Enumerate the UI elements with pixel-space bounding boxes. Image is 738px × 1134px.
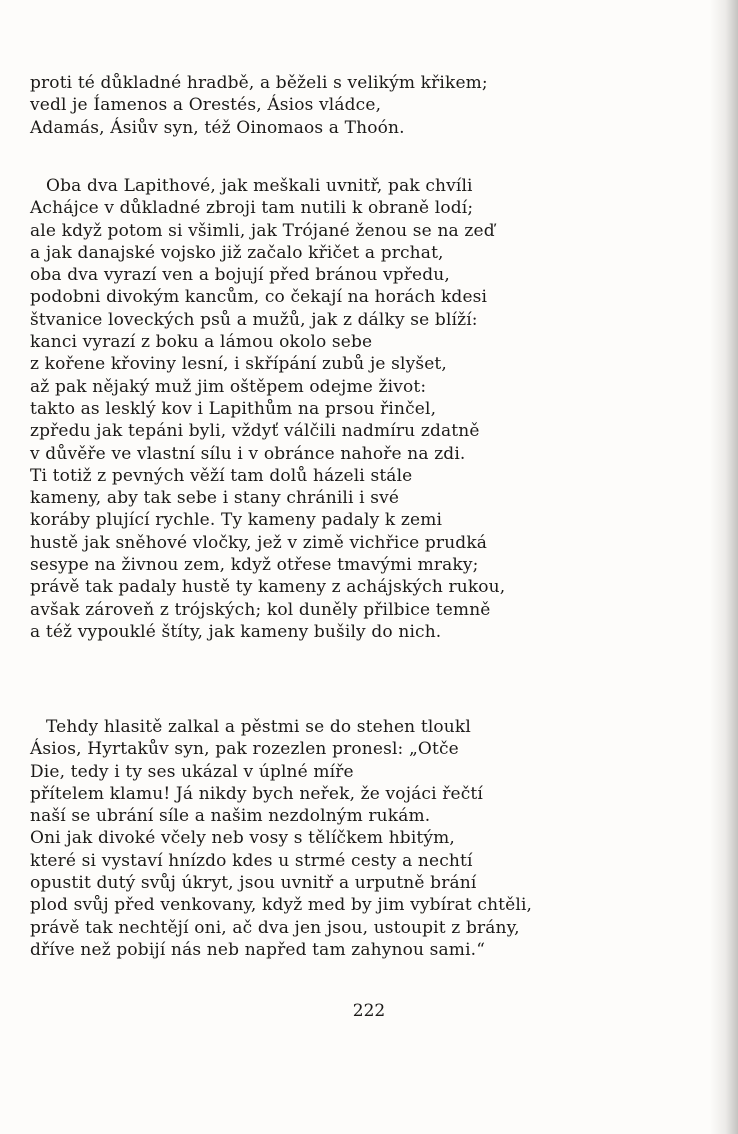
verse-stanza-2 — [30, 175, 670, 643]
verse-stanza-3 — [30, 716, 670, 961]
verse-line: štvanice loveckých psů a mužů, jak z dálky se blíží: — [30, 309, 478, 330]
verse-line: v důvěře ve vlastní sílu i v obránce nahoře na zdi. — [30, 443, 466, 464]
verse-line: takto as lesklý kov i Lapithům na prsou řinčel, — [30, 398, 437, 419]
verse-line: Die, tedy i ty ses ukázal v úplné míře — [30, 761, 354, 782]
verse-line: Adamás, Ásiův syn, též Oinomaos a Thoón. — [30, 117, 405, 138]
page-number: 222 — [352, 1001, 386, 1021]
verse-line: Oba dva Lapithové, jak meškali uvnitř, pak chvíli — [46, 176, 473, 196]
verse-line: naší se ubrání síle a našim nezdolným rukám. — [30, 806, 431, 827]
verse-line: až pak nějaký muž jim oštěpem odejme život: — [30, 376, 427, 397]
verse-line: právě tak padaly hustě ty kameny z achájských rukou, — [30, 577, 506, 598]
verse-line: hustě jak sněhové vločky, jež v zimě vichřice prudká — [30, 532, 488, 553]
verse-line: zpředu jak tepáni byli, vždyť válčili nadmíru zdatně — [30, 421, 480, 442]
verse-line: vedl je Íamenos a Orestés, Ásios vládce, — [30, 95, 382, 116]
verse-line: přítelem klamu! Já nikdy bych neřek, že vojáci řečtí — [30, 783, 483, 804]
verse-line: z kořene křoviny lesní, i skřípání zubů je slyšet, — [30, 354, 447, 375]
verse-line: a jak danajské vojsko již začalo křičet a prchat, — [30, 242, 444, 263]
verse-line: Ásios, Hyrtakův syn, pak rozezlen pronesl: „Otče — [30, 739, 459, 760]
verse-line: proti té důkladné hradbě, a běželi s velikým křikem; — [30, 73, 488, 93]
verse-line: sesype na živnou zem, když otřese tmavými mraky; — [30, 555, 479, 576]
verse-line: koráby plující rychle. Ty kameny padaly k zemi — [30, 510, 443, 531]
verse-line: Achájce v důkladné zbroji tam nutili k obraně lodí; — [30, 198, 474, 219]
verse-line: oba dva vyrazí ven a bojují před bránou vpředu, — [30, 265, 450, 286]
verse-line: avšak zároveň z trójských; kol duněly přilbice temně — [30, 599, 491, 620]
verse-line: Ti totiž z pevných věží tam dolů házeli stále — [30, 465, 413, 486]
verse-line: Oni jak divoké včely neb vosy s tělíčkem hbitým, — [30, 828, 455, 849]
verse-line: které si vystaví hnízdo kdes u strmé cesty a nechtí — [30, 850, 473, 871]
verse-line: dříve než pobijí nás neb napřed tam zahynou sami.“ — [30, 939, 486, 960]
verse-line: plod svůj před venkovany, když med by jim vybírat chtěli, — [30, 895, 533, 916]
verse-stanza-1 — [30, 72, 670, 139]
verse-line: kameny, aby tak sebe i stany chránili i své — [30, 488, 400, 509]
verse-line: podobni divokým kancům, co čekají na horách kdesi — [30, 287, 488, 308]
verse-line: Tehdy hlasitě zalkal a pěstmi se do stehen tloukl — [46, 717, 471, 737]
verse-line: opustit dutý svůj úkryt, jsou uvnitř a urputně brání — [30, 873, 477, 894]
verse-line: a též vypouklé štíty, jak kameny bušily do nich. — [30, 621, 442, 642]
page-edge-shadow — [710, 0, 738, 1134]
verse-line: právě tak nechtějí oni, ač dva jen jsou, ustoupit z brány, — [30, 917, 520, 938]
verse-line: ale když potom si všimli, jak Trójané ženou se na zeď — [30, 220, 495, 241]
verse-line: kanci vyrazí z boku a lámou okolo sebe — [30, 332, 373, 353]
